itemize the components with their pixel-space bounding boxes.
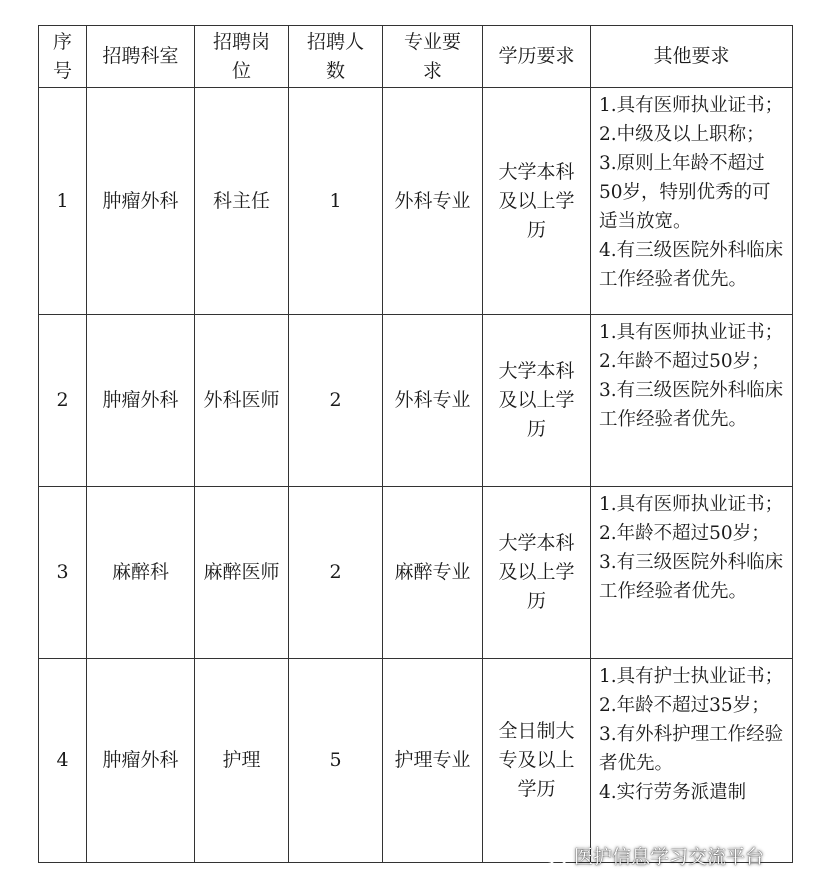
header-major: 专业要求 — [383, 26, 483, 88]
cell-other-requirements — [591, 88, 793, 315]
requirement-line: 3.原则上年龄不超过50岁，特别优秀的可适当放宽。 — [599, 153, 771, 232]
cell-count: 2 — [289, 315, 383, 487]
header-count: 招聘人数 — [289, 26, 383, 88]
requirement-line: 4.有三级医院外科临床工作经验者优先。 — [599, 240, 784, 290]
requirement-line: 1.具有医师执业证书； — [599, 494, 784, 515]
requirement-line: 3.有三级医院外科临床工作经验者优先。 — [599, 552, 784, 602]
cell-position: 麻醉医师 — [195, 487, 289, 659]
cell-position: 外科医师 — [195, 315, 289, 487]
table-row — [39, 487, 793, 659]
cell-count: 5 — [289, 659, 383, 863]
header-other: 其他要求 — [591, 26, 793, 88]
cell-major: 麻醉专业 — [383, 487, 483, 659]
header-department: 招聘科室 — [87, 26, 195, 88]
cell-department: 肿瘤外科 — [87, 315, 195, 487]
requirement-line: 2.年龄不超过50岁； — [599, 523, 770, 544]
cell-count: 1 — [289, 88, 383, 315]
watermark-text: 医护信息学习交流平台 — [574, 846, 765, 868]
requirement-line: 2.年龄不超过35岁； — [599, 695, 770, 716]
cell-index: 2 — [39, 315, 87, 487]
watermark — [540, 842, 764, 869]
cell-department: 麻醉科 — [87, 487, 195, 659]
requirement-line: 1.具有护士执业证书； — [599, 666, 784, 687]
cell-department: 肿瘤外科 — [87, 88, 195, 315]
cell-index: 4 — [39, 659, 87, 863]
wechat-icon — [540, 845, 568, 867]
header-index: 序号 — [39, 26, 87, 88]
cell-education: 大学本科及以上学历 — [483, 487, 591, 659]
header-position: 招聘岗位 — [195, 26, 289, 88]
header-education: 学历要求 — [483, 26, 591, 88]
cell-other-requirements — [591, 659, 793, 863]
requirement-line: 2.中级及以上职称； — [599, 124, 765, 145]
requirement-line: 1.具有医师执业证书； — [599, 322, 784, 343]
cell-other-requirements — [591, 487, 793, 659]
table-header-row — [39, 26, 793, 88]
cell-department: 肿瘤外科 — [87, 659, 195, 863]
recruitment-table — [38, 25, 793, 863]
cell-count: 2 — [289, 487, 383, 659]
cell-index: 3 — [39, 487, 87, 659]
cell-major: 外科专业 — [383, 88, 483, 315]
requirement-line: 3.有外科护理工作经验者优先。 — [599, 724, 784, 774]
cell-major: 护理专业 — [383, 659, 483, 863]
requirement-line: 3.有三级医院外科临床工作经验者优先。 — [599, 380, 784, 430]
requirement-line: 2.年龄不超过50岁； — [599, 351, 770, 372]
requirement-line: 4.实行劳务派遣制 — [599, 782, 747, 803]
cell-education: 大学本科及以上学历 — [483, 88, 591, 315]
cell-index: 1 — [39, 88, 87, 315]
cell-position: 科主任 — [195, 88, 289, 315]
table-row — [39, 315, 793, 487]
requirement-line: 1.具有医师执业证书； — [599, 95, 784, 116]
cell-education: 全日制大专及以上学历 — [483, 659, 591, 863]
cell-education: 大学本科及以上学历 — [483, 315, 591, 487]
cell-major: 外科专业 — [383, 315, 483, 487]
table-row — [39, 88, 793, 315]
cell-position: 护理 — [195, 659, 289, 863]
table-row — [39, 659, 793, 863]
cell-other-requirements — [591, 315, 793, 487]
